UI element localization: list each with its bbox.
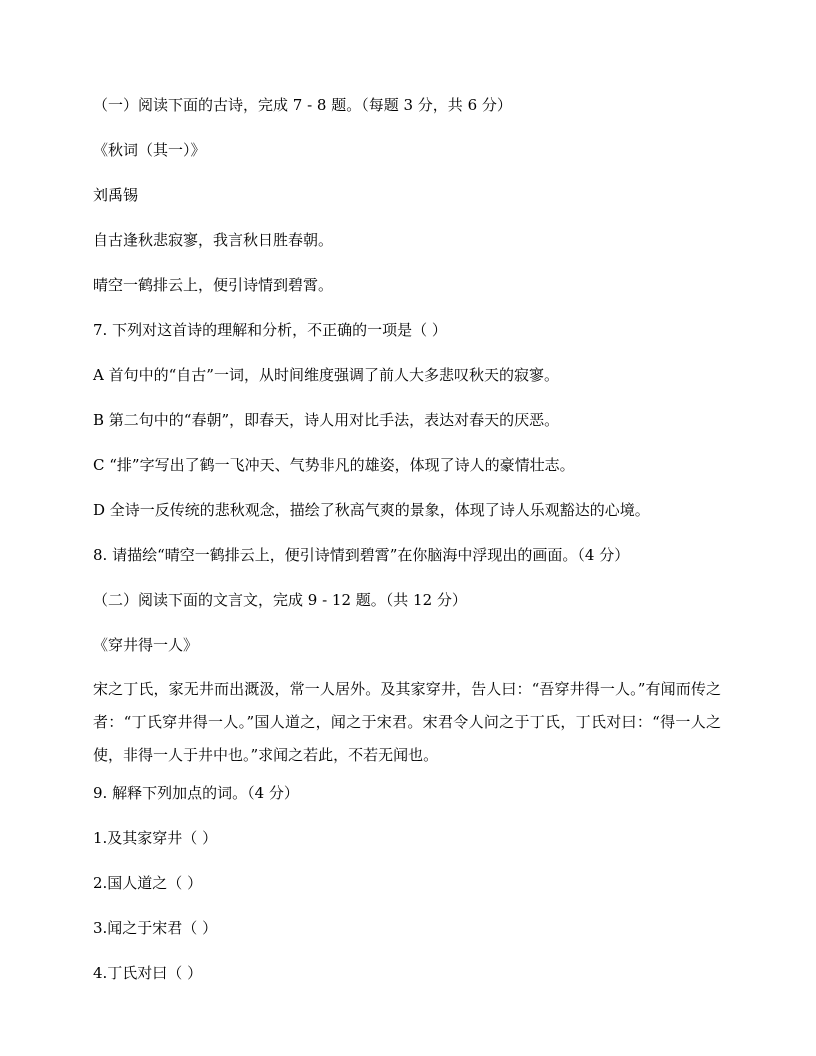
question-7: 7. 下列对这首诗的理解和分析，不正确的一项是（ ）	[93, 321, 447, 339]
question-9-item-4: 4.丁氏对曰（ ）	[93, 964, 203, 982]
poem-line-2: 晴空一鹤排云上，便引诗情到碧霄。	[93, 276, 334, 294]
option-b: B 第二句中的“春朝”，即春天，诗人用对比手法，表达对春天的厌恶。	[93, 411, 560, 429]
poem-line-1: 自古逢秋悲寂寥，我言秋日胜春朝。	[93, 231, 334, 249]
option-a: A 首句中的“自古”一词，从时间维度强调了前人大多悲叹秋天的寂寥。	[93, 366, 559, 384]
question-9-item-3: 3.闻之于宋君（ ）	[93, 919, 218, 937]
poem-title: 《秋词（其一）》	[93, 141, 206, 159]
section-one-heading: （一）阅读下面的古诗，完成 7 - 8 题。（每题 3 分，共 6 分）	[93, 96, 512, 114]
option-d: D 全诗一反传统的悲秋观念，描绘了秋高气爽的景象，体现了诗人乐观豁达的心境。	[93, 501, 650, 519]
question-9-item-1: 1.及其家穿井（ ）	[93, 829, 218, 847]
question-9: 9. 解释下列加点的词。（4 分）	[93, 784, 299, 802]
classical-passage: 宋之丁氏，家无井而出溉汲，常一人居外。及其家穿井，告人曰：“吾穿井得一人。”有闻而传之者：“丁氏穿井得一人。”国人道之，闻之于宋君。宋君令人问之于丁氏，丁氏对曰：“得一人之使，非得一人于井中也。”求闻之若此，不若无闻也。	[93, 680, 721, 764]
question-9-item-2: 2.国人道之（ ）	[93, 874, 203, 892]
passage-title: 《穿井得一人》	[93, 636, 199, 654]
section-two-heading: （二）阅读下面的文言文，完成 9 - 12 题。（共 12 分）	[93, 591, 467, 609]
question-8: 8. 请描绘“晴空一鹤排云上，便引诗情到碧霄”在你脑海中浮现出的画面。（4 分）	[93, 546, 630, 564]
option-c: C “排”字写出了鹤一飞冲天、气势非凡的雄姿，体现了诗人的豪情壮志。	[93, 456, 575, 474]
poem-author: 刘禹锡	[93, 186, 139, 204]
